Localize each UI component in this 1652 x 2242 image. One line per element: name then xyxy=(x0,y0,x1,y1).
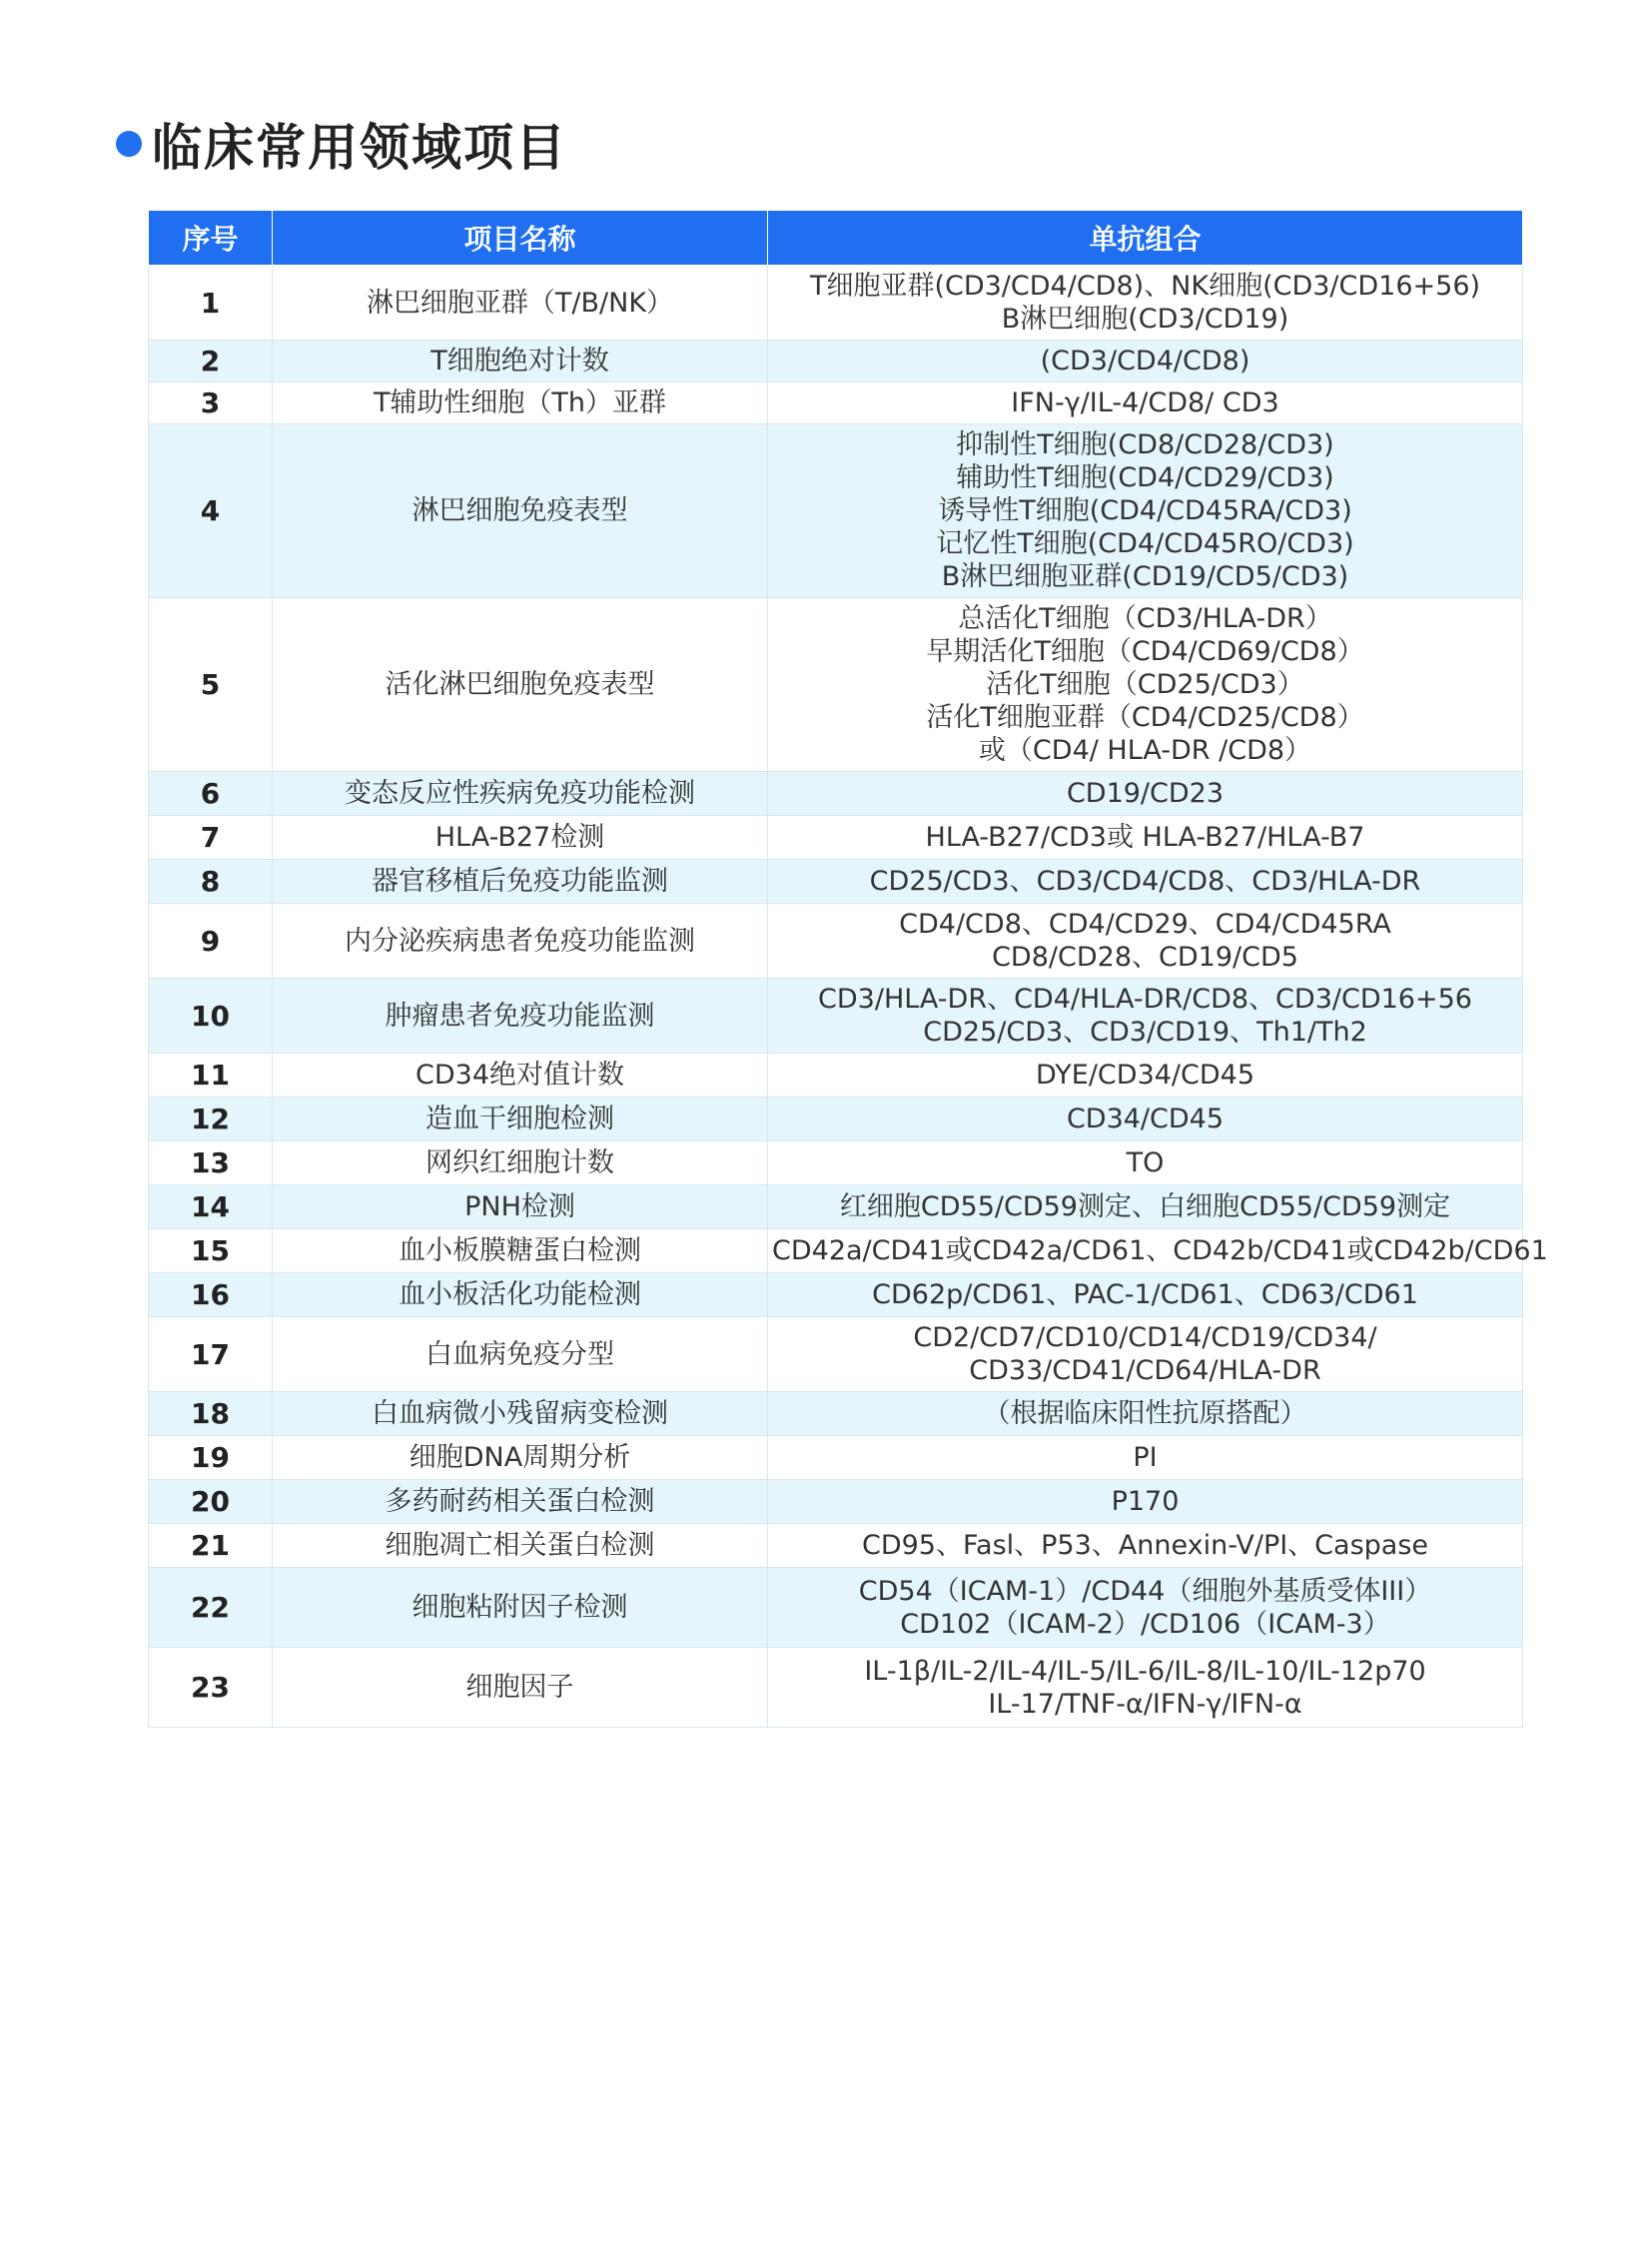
header-serial: 序号 xyxy=(149,211,273,266)
row-item-name: 肿瘤患者免疫功能监测 xyxy=(273,979,768,1054)
row-item-name: 细胞因子 xyxy=(273,1648,768,1728)
row-antibody-combo xyxy=(768,1392,1523,1436)
antibody-line: （根据临床阳性抗原搭配） xyxy=(983,1398,1307,1429)
row-antibody-combo xyxy=(768,341,1523,382)
row-item-name: 造血干细胞检测 xyxy=(273,1098,768,1141)
row-serial: 13 xyxy=(149,1141,273,1185)
antibody-line: IL-17/TNF-α/IFN-γ/IFN-α xyxy=(988,1688,1302,1720)
antibody-line: 抑制性T细胞(CD8/CD28/CD3) xyxy=(956,429,1334,460)
row-antibody-combo xyxy=(768,860,1523,904)
row-item-name: 淋巴细胞亚群（T/B/NK） xyxy=(273,266,768,341)
row-serial: 11 xyxy=(149,1054,273,1098)
row-item-name: 多药耐药相关蛋白检测 xyxy=(273,1480,768,1524)
row-serial: 5 xyxy=(149,598,273,772)
row-item-name: 内分泌疾病患者免疫功能监测 xyxy=(273,904,768,979)
antibody-line: 红细胞CD55/CD59测定、白细胞CD55/CD59测定 xyxy=(839,1191,1451,1222)
antibody-line: 活化T细胞（CD25/CD3） xyxy=(986,669,1304,700)
row-item-name: PNH检测 xyxy=(273,1185,768,1229)
antibody-line: CD102（ICAM-2）/CD106（ICAM-3） xyxy=(900,1608,1390,1640)
row-serial: 22 xyxy=(149,1568,273,1648)
antibody-line: 辅助性T细胞(CD4/CD29/CD3) xyxy=(956,462,1334,493)
antibody-line: CD95、Fasl、P53、Annexin-V/PI、Caspase xyxy=(861,1530,1429,1561)
table-row xyxy=(149,1141,1523,1185)
row-serial: 7 xyxy=(149,816,273,860)
row-serial: 14 xyxy=(149,1185,273,1229)
antibody-line: 诱导性T细胞(CD4/CD45RA/CD3) xyxy=(938,495,1352,526)
row-serial: 20 xyxy=(149,1480,273,1524)
row-item-name: 白血病免疫分型 xyxy=(273,1317,768,1392)
antibody-line: 总活化T细胞（CD3/HLA-DR） xyxy=(958,603,1332,634)
antibody-line: IL-1β/IL-2/IL-4/IL-5/IL-6/IL-8/IL-10/IL-12p70 xyxy=(864,1655,1426,1687)
row-item-name: T细胞绝对计数 xyxy=(273,341,768,382)
row-item-name: 细胞DNA周期分析 xyxy=(273,1436,768,1480)
row-serial: 9 xyxy=(149,904,273,979)
table-row xyxy=(149,1524,1523,1568)
antibody-line: CD42a/CD41或CD42a/CD61、CD42b/CD41或CD42b/CD61 xyxy=(772,1235,1548,1266)
row-serial: 10 xyxy=(149,979,273,1054)
row-antibody-combo xyxy=(768,772,1523,816)
table-row xyxy=(149,1480,1523,1524)
row-item-name: 白血病微小残留病变检测 xyxy=(273,1392,768,1436)
antibody-line: 或（CD4/ HLA-DR /CD8） xyxy=(978,735,1312,766)
row-item-name: T辅助性细胞（Th）亚群 xyxy=(273,382,768,424)
row-antibody-combo xyxy=(768,1480,1523,1524)
row-antibody-combo xyxy=(768,816,1523,860)
antibody-line: HLA-B27/CD3或 HLA-B27/HLA-B7 xyxy=(925,822,1365,853)
antibody-line: 早期活化T细胞（CD4/CD69/CD8） xyxy=(926,636,1364,667)
table-body xyxy=(149,266,1548,1728)
items-table xyxy=(148,210,1548,1728)
table-row xyxy=(149,816,1523,860)
bullet-dot-icon xyxy=(116,131,142,157)
row-antibody-combo xyxy=(768,1185,1523,1229)
antibody-line: TO xyxy=(1126,1147,1165,1178)
row-serial: 8 xyxy=(149,860,273,904)
antibody-line: B淋巴细胞(CD3/CD19) xyxy=(1001,304,1289,335)
header-antibody-combo: 单抗组合 xyxy=(768,211,1523,266)
antibody-line: PI xyxy=(1133,1442,1158,1473)
antibody-line: CD25/CD3、CD3/CD19、Th1/Th2 xyxy=(923,1017,1367,1048)
antibody-line: CD19/CD23 xyxy=(1066,778,1225,809)
table-row xyxy=(149,860,1523,904)
row-serial: 12 xyxy=(149,1098,273,1141)
row-item-name: 网织红细胞计数 xyxy=(273,1141,768,1185)
table-row xyxy=(149,1185,1523,1229)
table-row xyxy=(149,598,1523,772)
row-serial: 6 xyxy=(149,772,273,816)
antibody-line: CD8/CD28、CD19/CD5 xyxy=(992,942,1298,973)
row-serial: 17 xyxy=(149,1317,273,1392)
row-antibody-combo xyxy=(768,1436,1523,1480)
row-antibody-combo xyxy=(768,1141,1523,1185)
row-antibody-combo xyxy=(768,1054,1523,1098)
row-item-name: 血小板活化功能检测 xyxy=(273,1273,768,1317)
row-antibody-combo xyxy=(768,979,1523,1054)
antibody-line: DYE/CD34/CD45 xyxy=(1035,1060,1255,1091)
row-antibody-combo xyxy=(768,598,1523,772)
row-antibody-combo xyxy=(768,382,1523,424)
antibody-line: 记忆性T细胞(CD4/CD45RO/CD3) xyxy=(936,528,1354,559)
row-item-name: 器官移植后免疫功能监测 xyxy=(273,860,768,904)
table-row xyxy=(149,979,1523,1054)
row-item-name: 活化淋巴细胞免疫表型 xyxy=(273,598,768,772)
table-row xyxy=(149,1317,1523,1392)
row-serial: 23 xyxy=(149,1648,273,1728)
antibody-line: 活化T细胞亚群（CD4/CD25/CD8） xyxy=(926,702,1364,733)
row-serial: 1 xyxy=(149,266,273,341)
table-row xyxy=(149,1229,1523,1273)
row-antibody-combo xyxy=(768,266,1523,341)
table-row xyxy=(149,424,1523,598)
row-antibody-combo xyxy=(768,1273,1523,1317)
antibody-line: CD62p/CD61、PAC-1/CD61、CD63/CD61 xyxy=(872,1279,1418,1310)
table-header-row xyxy=(149,211,1523,266)
row-antibody-combo xyxy=(768,1524,1523,1568)
antibody-line: B淋巴细胞亚群(CD19/CD5/CD3) xyxy=(941,561,1349,592)
row-antibody-combo xyxy=(768,424,1523,598)
row-antibody-combo xyxy=(768,904,1523,979)
antibody-line: CD3/HLA-DR、CD4/HLA-DR/CD8、CD3/CD16+56 xyxy=(818,984,1472,1015)
antibody-line: CD2/CD7/CD10/CD14/CD19/CD34/ xyxy=(913,1322,1377,1353)
row-antibody-combo xyxy=(768,1568,1523,1648)
antibody-line: CD34/CD45 xyxy=(1066,1104,1225,1134)
antibody-line: P170 xyxy=(1111,1486,1180,1517)
table-row xyxy=(149,266,1523,341)
antibody-line: CD4/CD8、CD4/CD29、CD4/CD45RA xyxy=(899,909,1391,940)
table-row xyxy=(149,1436,1523,1480)
row-item-name: CD34绝对值计数 xyxy=(273,1054,768,1098)
antibody-line: CD33/CD41/CD64/HLA-DR xyxy=(969,1355,1321,1386)
row-serial: 21 xyxy=(149,1524,273,1568)
section-heading xyxy=(116,108,567,180)
row-item-name: 变态反应性疾病免疫功能检测 xyxy=(273,772,768,816)
row-antibody-combo xyxy=(768,1648,1523,1728)
row-serial: 4 xyxy=(149,424,273,598)
row-serial: 2 xyxy=(149,341,273,382)
row-item-name: 细胞粘附因子检测 xyxy=(273,1568,768,1648)
antibody-line: CD25/CD3、CD3/CD4/CD8、CD3/HLA-DR xyxy=(869,866,1421,897)
row-antibody-combo xyxy=(768,1229,1548,1273)
antibody-line: CD54（ICAM-1）/CD44（细胞外基质受体III） xyxy=(858,1575,1432,1607)
row-item-name: 血小板膜糖蛋白检测 xyxy=(273,1229,768,1273)
header-item-name: 项目名称 xyxy=(273,211,768,266)
row-item-name: 细胞凋亡相关蛋白检测 xyxy=(273,1524,768,1568)
row-serial: 16 xyxy=(149,1273,273,1317)
table-row xyxy=(149,341,1523,382)
row-serial: 3 xyxy=(149,382,273,424)
row-item-name: HLA-B27检测 xyxy=(273,816,768,860)
table-row xyxy=(149,1568,1523,1648)
row-serial: 18 xyxy=(149,1392,273,1436)
section-title: 临床常用领域项目 xyxy=(152,119,567,177)
row-serial: 19 xyxy=(149,1436,273,1480)
row-item-name: 淋巴细胞免疫表型 xyxy=(273,424,768,598)
row-serial: 15 xyxy=(149,1229,273,1273)
table-row xyxy=(149,1392,1523,1436)
row-antibody-combo xyxy=(768,1317,1523,1392)
antibody-line: IFN-γ/IL-4/CD8/ CD3 xyxy=(1011,387,1279,418)
table-row xyxy=(149,1273,1523,1317)
table-row xyxy=(149,772,1523,816)
row-antibody-combo xyxy=(768,1098,1523,1141)
antibody-line: T细胞亚群(CD3/CD4/CD8)、NK细胞(CD3/CD16+56) xyxy=(809,271,1481,302)
table-row xyxy=(149,904,1523,979)
table-row xyxy=(149,1098,1523,1141)
table-row xyxy=(149,1648,1523,1728)
table-row xyxy=(149,382,1523,424)
table-row xyxy=(149,1054,1523,1098)
antibody-line: (CD3/CD4/CD8) xyxy=(1040,346,1250,376)
